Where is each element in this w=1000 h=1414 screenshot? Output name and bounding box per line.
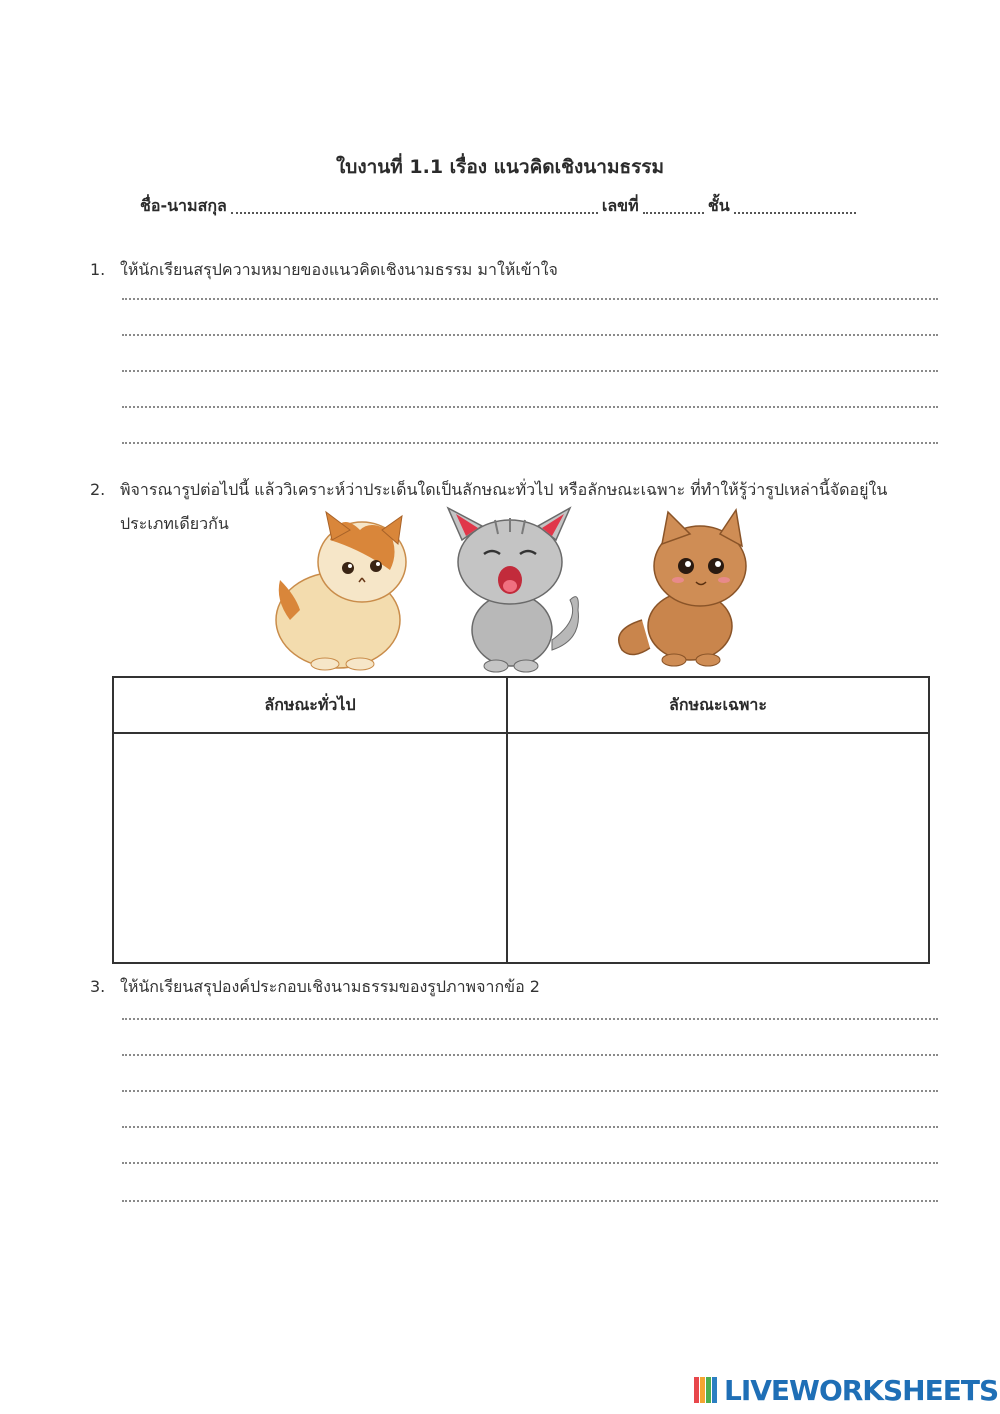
worksheet-title: ใบงานที่ 1.1 เรื่อง แนวคิดเชิงนามธรรม bbox=[335, 156, 665, 178]
student-info-line bbox=[140, 194, 860, 219]
cat-2-image bbox=[448, 508, 578, 672]
number-label: เลขที่ bbox=[601, 196, 639, 215]
question-number: 2. bbox=[90, 480, 106, 499]
question-text: ให้นักเรียนสรุปความหมายของแนวคิดเชิงนามธรรม มาให้เข้าใจ bbox=[120, 260, 558, 279]
liveworksheets-logo[interactable] bbox=[692, 1372, 998, 1408]
answer-line[interactable] bbox=[122, 1054, 938, 1056]
brand-text: LIVEWORKSHEETS bbox=[724, 1373, 999, 1407]
specific-characteristics-header: ลักษณะเฉพาะ bbox=[507, 677, 929, 733]
general-characteristics-header: ลักษณะทั่วไป bbox=[113, 677, 507, 733]
name-field[interactable] bbox=[231, 194, 598, 214]
cat-3-image bbox=[619, 510, 746, 666]
general-characteristics-cell[interactable] bbox=[113, 733, 507, 963]
table-row bbox=[113, 733, 929, 963]
question-number: 1. bbox=[90, 260, 106, 279]
cat-1-image bbox=[276, 512, 406, 670]
answer-line[interactable] bbox=[122, 442, 938, 444]
answer-line[interactable] bbox=[122, 1126, 938, 1128]
question-text-continuation: ประเภทเดียวกัน bbox=[120, 514, 229, 533]
answer-line[interactable] bbox=[122, 1018, 938, 1020]
answer-line[interactable] bbox=[122, 406, 938, 408]
specific-characteristics-cell[interactable] bbox=[507, 733, 929, 963]
name-label: ชื่อ-นามสกุล bbox=[140, 196, 227, 215]
number-field[interactable] bbox=[643, 194, 704, 214]
question-3 bbox=[90, 975, 540, 1000]
characteristics-table bbox=[112, 676, 930, 964]
table-header-row bbox=[113, 677, 929, 733]
question-number: 3. bbox=[90, 977, 106, 996]
cat-illustrations bbox=[270, 500, 770, 675]
answer-line[interactable] bbox=[122, 1162, 938, 1164]
answer-line[interactable] bbox=[122, 370, 938, 372]
class-label: ชั้น bbox=[707, 196, 730, 215]
answer-line[interactable] bbox=[122, 298, 938, 300]
question-1 bbox=[90, 258, 558, 283]
answer-line[interactable] bbox=[122, 334, 938, 336]
answer-line[interactable] bbox=[122, 1090, 938, 1092]
question-text: ให้นักเรียนสรุปองค์ประกอบเชิงนามธรรมของรูปภาพจากข้อ 2 bbox=[120, 977, 540, 996]
class-field[interactable] bbox=[734, 194, 856, 214]
answer-line[interactable] bbox=[122, 1200, 938, 1202]
question-text: พิจารณารูปต่อไปนี้ แล้ววิเคราะห์ว่าประเด็นใดเป็นลักษณะทั่วไป หรือลักษณะเฉพาะ ที่ทำให้รู้ว่ารูปเหล่านี้จัดอยู่ใน bbox=[120, 480, 888, 499]
liveworksheets-icon bbox=[692, 1375, 720, 1405]
